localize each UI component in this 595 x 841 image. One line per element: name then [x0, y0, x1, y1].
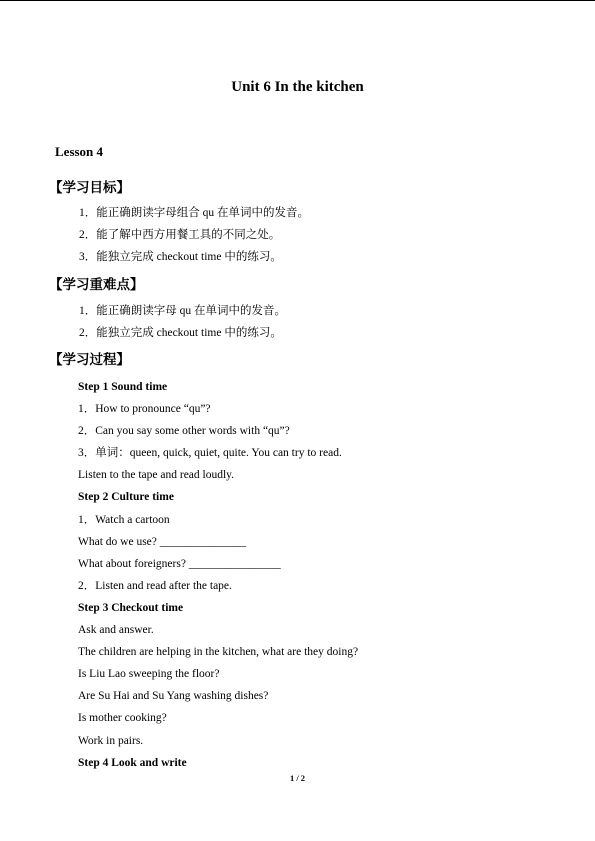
lesson-label: Lesson 4	[55, 144, 104, 159]
objectives-heading: 【学习目标】	[49, 180, 130, 196]
page-number: 1 / 2	[289, 773, 306, 783]
list-item: 1．能正确朗读字母组合 qu 在单词中的发音。	[79, 207, 309, 219]
steps-list	[78, 376, 358, 774]
step-line: 2．Listen and read after the tape.	[78, 579, 232, 592]
top-rule	[0, 0, 595, 1]
step-line: 2．Can you say some other words with “qu”?	[78, 425, 290, 438]
step-heading: Step 1 Sound time	[78, 381, 168, 393]
step-line: What about foreigners? ________________	[78, 557, 281, 570]
step-line: 3．单词：queen, quick, quiet, quite. You can try to read.	[78, 447, 342, 460]
objectives-list	[79, 202, 309, 268]
step-line: 1．How to pronounce “qu”?	[78, 403, 211, 416]
step-line: The children are helping in the kitchen, what are they doing?	[78, 646, 359, 659]
step-heading: Step 4 Look and write	[78, 756, 187, 769]
step-line: What do we use? _______________	[78, 535, 246, 548]
step-line: Are Su Hai and Su Yang washing dishes?	[78, 690, 269, 703]
key-points-heading: 【学习重难点】	[49, 277, 144, 293]
key-points-list	[79, 300, 286, 344]
list-item: 1．能正确朗读字母 qu 在单词中的发音。	[79, 305, 286, 317]
list-item: 2．能独立完成 checkout time 中的练习。	[79, 327, 282, 339]
list-item: 3．能独立完成 checkout time 中的练习。	[79, 251, 282, 263]
step-line: Ask and answer.	[78, 624, 154, 637]
step-line: Is mother cooking?	[78, 712, 167, 725]
step-line: Is Liu Lao sweeping the floor?	[78, 668, 220, 681]
step-line: Listen to the tape and read loudly.	[78, 469, 235, 482]
step-line: 1．Watch a cartoon	[78, 513, 170, 526]
list-item: 2．能了解中西方用餐工具的不同之处。	[79, 229, 281, 241]
page-title: Unit 6 In the kitchen	[231, 79, 364, 95]
step-heading: Step 2 Culture time	[78, 491, 174, 504]
step-line: Work in pairs.	[78, 734, 144, 747]
step-heading: Step 3 Checkout time	[78, 601, 184, 614]
process-heading: 【学习过程】	[49, 352, 130, 368]
